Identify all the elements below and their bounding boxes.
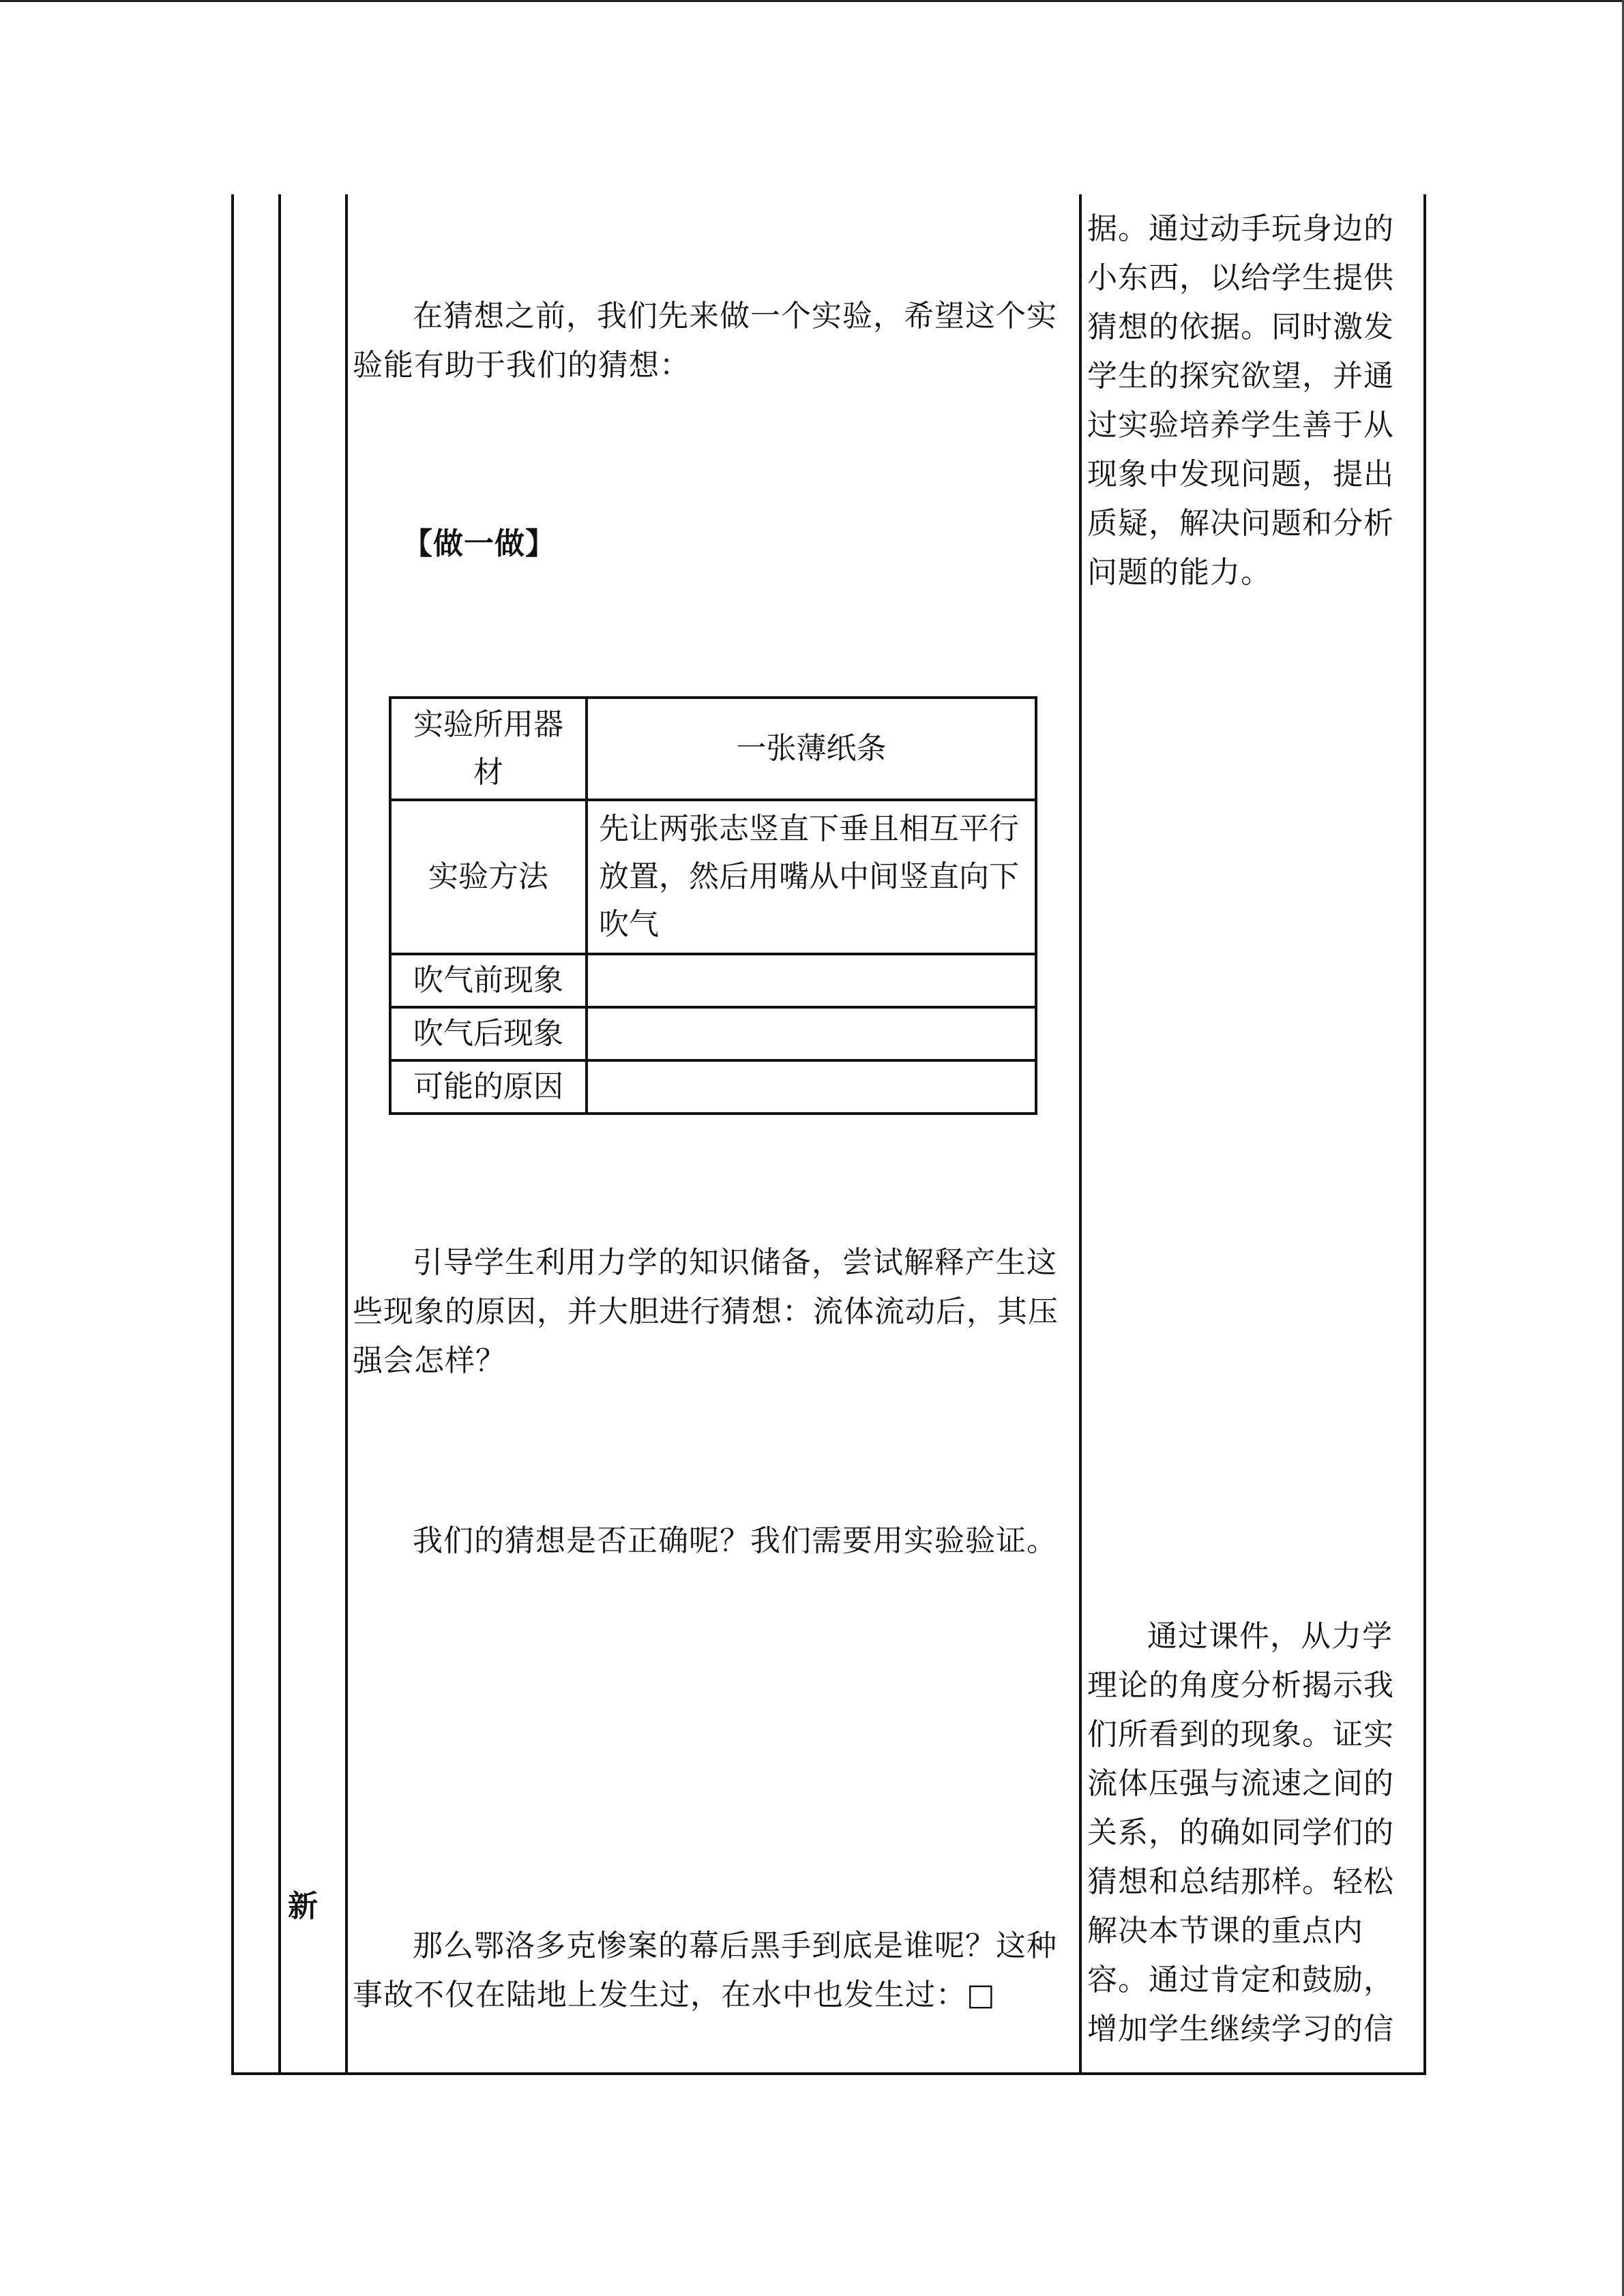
table-cell-label: 实验方法 (390, 800, 587, 954)
rationale-paragraph-2: 通过课件，从力学理论的角度分析揭示我们所看到的现象。证实流体压强与流速之间的关系，的确如同学们的猜想和总结那样。轻松解决本节课的重点内容。通过肯定和鼓励，增加学生继续学习的信 (1087, 1619, 1394, 2046)
table-cell-value (587, 1060, 1036, 1114)
table-cell-label: 吹气前现象 (390, 954, 587, 1007)
table-divider-2 (345, 194, 348, 2075)
table-cell-value (587, 1007, 1036, 1060)
table-border-right (1423, 194, 1426, 2075)
table-cell-value (587, 954, 1036, 1007)
table-row (390, 1007, 1036, 1060)
intro-paragraph: 在猜想之前，我们先来做一个实验，希望这个实验能有助于我们的猜想： (353, 299, 1057, 383)
table-cell-label: 可能的原因 (390, 1060, 587, 1114)
closing-paragraph: 那么鄂洛多克惨案的幕后黑手到底是谁呢？这种事故不仅在陆地上发生过，在水中也发生过：□ (353, 1928, 1057, 2012)
table-cell-label: 吹气后现象 (390, 1007, 587, 1060)
table-cell-value: 一张薄纸条 (587, 698, 1036, 800)
rationale-paragraph-1: 据。通过动手玩身边的小东西，以给学生提供猜想的依据。同时激发学生的探究欲望，并通过实验培养学生善于从现象中发现问题，提出质疑，解决问题和分析问题的能力。 (1087, 211, 1394, 590)
table-divider-1 (278, 194, 281, 2075)
activity-heading: 【做一做】 (402, 526, 556, 561)
question-paragraph: 我们的猜想是否正确呢？我们需要用实验验证。 (413, 1523, 1057, 1558)
table-row (390, 800, 1036, 954)
guide-paragraph: 引导学生利用力学的知识储备，尝试解释产生这些现象的原因，并大胆进行猜想：流体流动后，其压强会怎样？ (353, 1245, 1059, 1378)
section-label: 新 (288, 1889, 319, 1924)
table-row (390, 954, 1036, 1007)
table-border-left (231, 194, 234, 2075)
table-border-bottom (231, 2072, 1426, 2075)
table-row (390, 1060, 1036, 1114)
table-cell-label: 实验所用器材 (390, 698, 587, 800)
table-divider-3 (1079, 194, 1082, 2075)
table-row (390, 698, 1036, 800)
page-top-border (0, 0, 1624, 2)
experiment-table (389, 696, 1037, 1115)
table-cell-value: 先让两张志竖直下垂且相互平行放置，然后用嘴从中间竖直向下吹气 (587, 800, 1036, 954)
